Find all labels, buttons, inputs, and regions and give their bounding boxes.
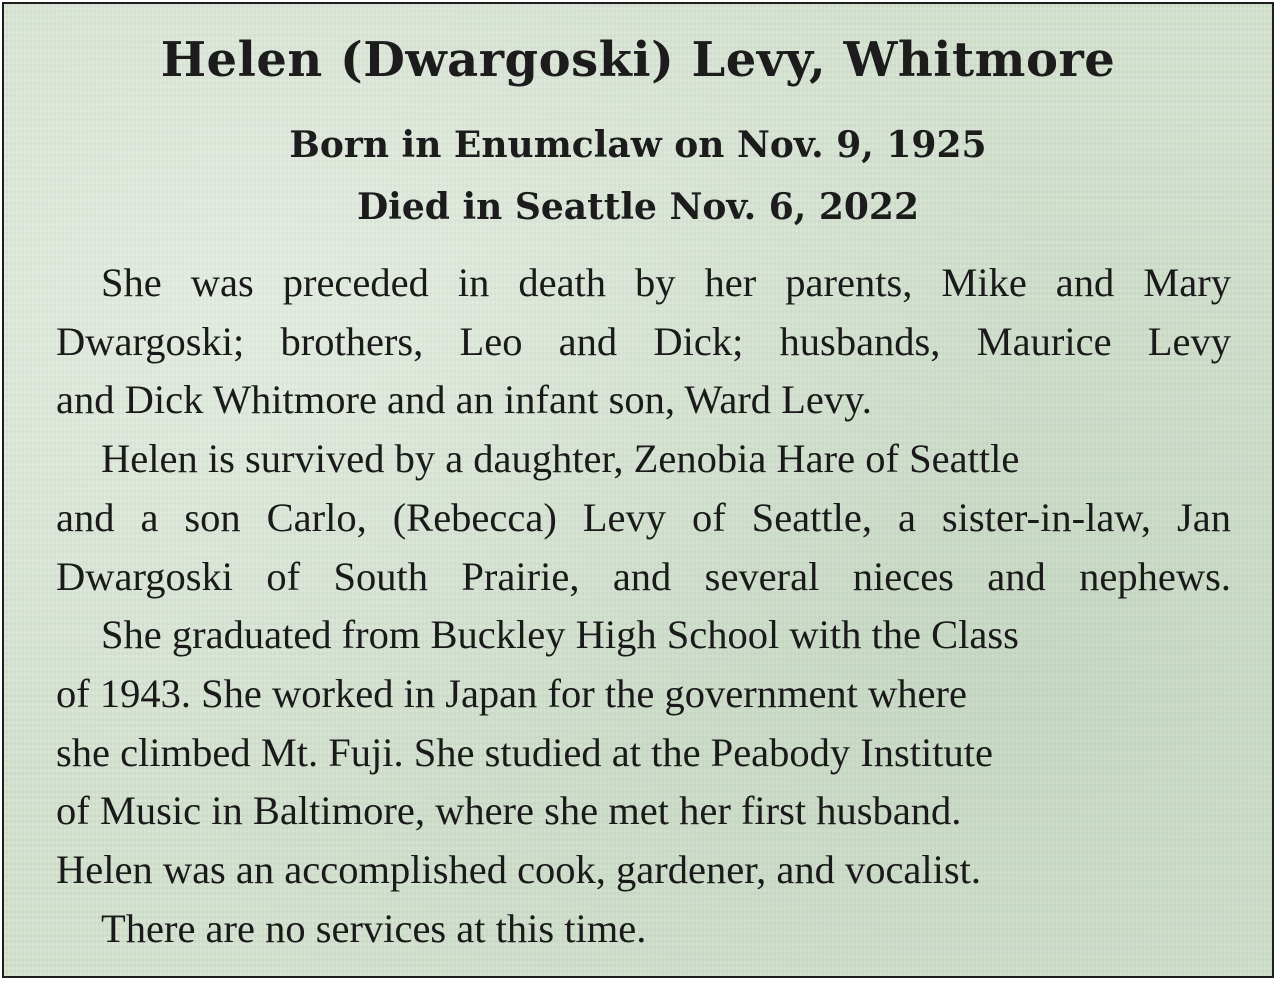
body-line: she climbed Mt. Fuji. She studied at the Peabody Institute	[56, 729, 994, 775]
body-line: She graduated from Buckley High School with the Class	[101, 612, 1019, 658]
death-line: Died in Seattle Nov. 6, 2022	[356, 186, 920, 228]
body-line: Dwargoski of South Prairie, and several nieces and nephews.	[56, 553, 1231, 599]
body-line: She was preceded in death by her parents, Mike and Mary	[101, 260, 1231, 305]
body-line: of Music in Baltimore, where she met her first husband.	[56, 788, 962, 834]
body-line: and a son Carlo, (Rebecca) Levy of Seattle, a sister-in-law, Jan	[56, 494, 1231, 540]
obituary-body	[56, 254, 1231, 958]
obituary-name-heading: Helen (Dwargoski) Levy, Whitmore	[160, 32, 1116, 88]
body-line: There are no services at this time.	[101, 905, 647, 951]
body-line: Helen was an accomplished cook, gardener, and vocalist.	[56, 847, 982, 893]
body-line: of 1943. She worked in Japan for the government where	[56, 670, 967, 716]
body-line: Dwargoski; brothers, Leo and Dick; husbands, Maurice Levy	[56, 318, 1231, 364]
body-line: and Dick Whitmore and an infant son, Ward Levy.	[56, 377, 872, 423]
birth-line: Born in Enumclaw on Nov. 9, 1925	[289, 124, 987, 166]
obituary-notice	[2, 2, 1274, 978]
body-line: Helen is survived by a daughter, Zenobia Hare of Seattle	[101, 436, 1020, 482]
